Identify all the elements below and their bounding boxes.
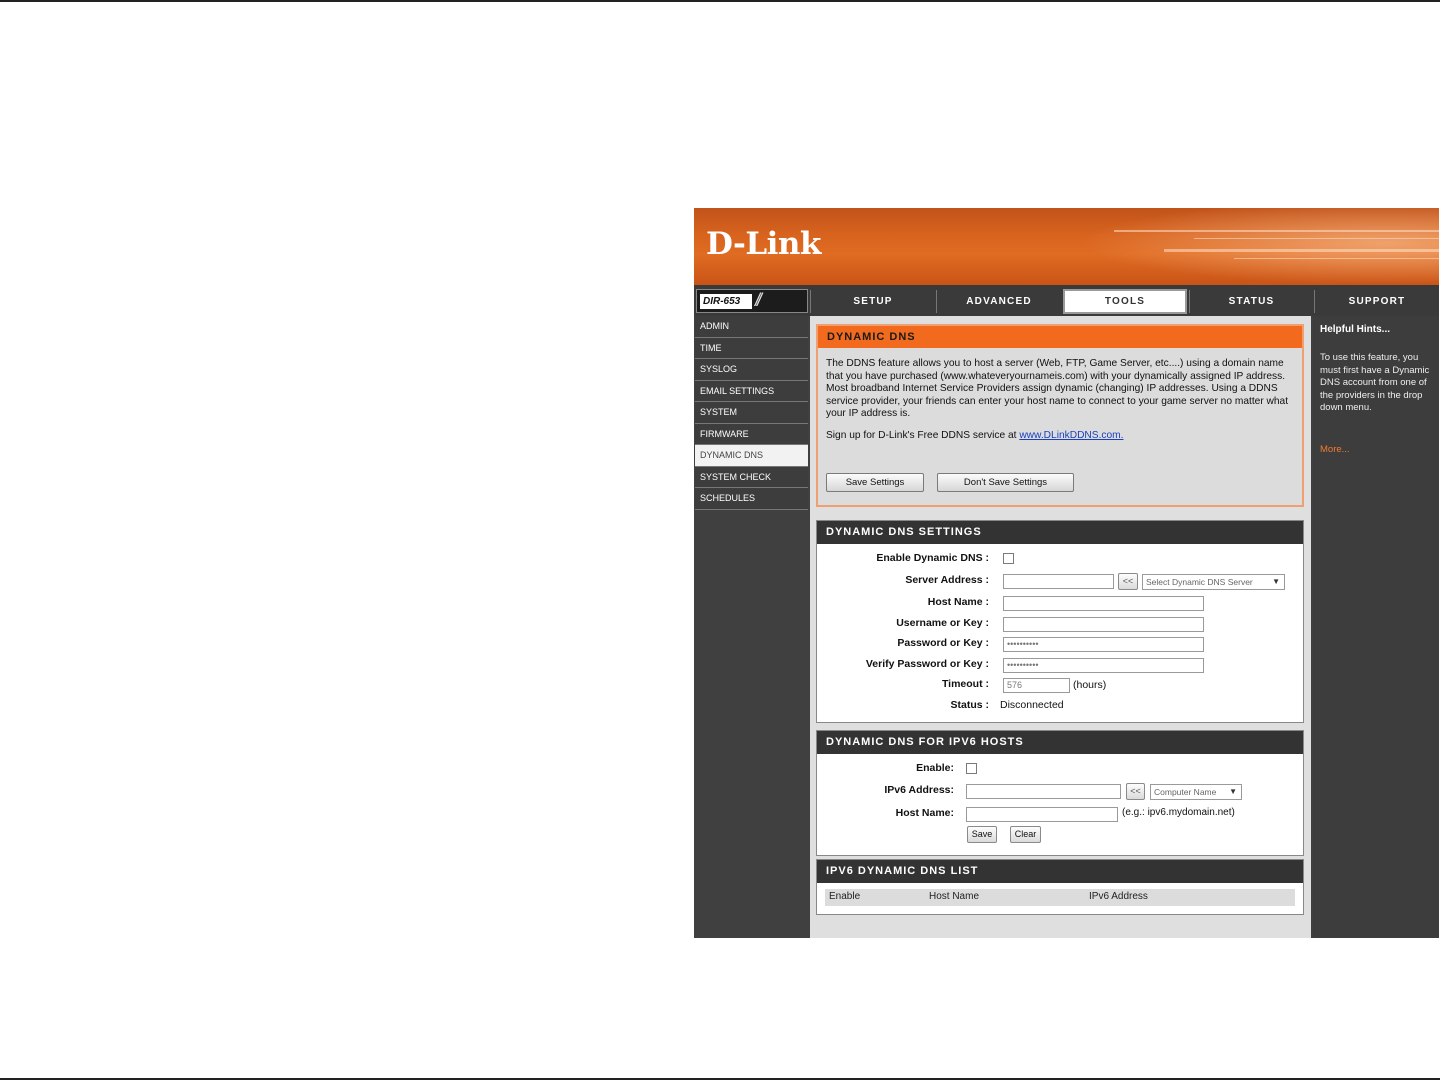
ddns-server-select[interactable]: Select Dynamic DNS Server ▼ xyxy=(1142,574,1285,590)
dynamic-dns-intro xyxy=(816,324,1304,507)
ipv6-host-name-input[interactable] xyxy=(966,807,1118,822)
username-input[interactable] xyxy=(1003,617,1204,632)
tab-status[interactable]: STATUS xyxy=(1189,290,1313,313)
host-name-input[interactable] xyxy=(1003,596,1204,611)
password-label: Password or Key : xyxy=(897,637,989,649)
tab-advanced[interactable]: ADVANCED xyxy=(936,290,1061,313)
menu-item-dynamic-dns[interactable]: DYNAMIC DNS xyxy=(695,445,808,467)
model-badge xyxy=(696,289,808,313)
menu-item-system[interactable]: SYSTEM xyxy=(695,402,808,424)
top-navigation xyxy=(694,285,1439,316)
enable-ddns-label: Enable Dynamic DNS : xyxy=(876,552,989,564)
ipv6-address-label: IPv6 Address: xyxy=(884,784,954,796)
model-slashes: // xyxy=(755,290,760,310)
dont-save-settings-button[interactable]: Don't Save Settings xyxy=(937,473,1074,492)
menu-item-email-settings[interactable]: EMAIL SETTINGS xyxy=(695,381,808,403)
column-host-name: Host Name xyxy=(929,891,980,902)
list-header-row xyxy=(825,889,1295,906)
ipv6-enable-checkbox[interactable] xyxy=(966,763,977,774)
save-settings-button[interactable]: Save Settings xyxy=(826,473,924,492)
server-address-input[interactable] xyxy=(1003,574,1114,589)
computer-name-select[interactable]: Computer Name ▼ xyxy=(1150,784,1242,800)
menu-item-syslog[interactable]: SYSLOG xyxy=(695,359,808,381)
page-bottom-rule xyxy=(0,1078,1440,1080)
ipv6-save-button[interactable]: Save xyxy=(967,826,997,843)
verify-password-input[interactable]: •••••••••• xyxy=(1003,658,1204,673)
password-input[interactable]: •••••••••• xyxy=(1003,637,1204,652)
chevron-down-icon: ▼ xyxy=(1229,787,1237,796)
section-title: IPV6 DYNAMIC DNS LIST xyxy=(817,860,1303,883)
hints-title: Helpful Hints... xyxy=(1320,324,1390,335)
hints-more-link[interactable]: More... xyxy=(1320,444,1350,455)
section-title: DYNAMIC DNS xyxy=(818,326,1302,348)
enable-ddns-checkbox[interactable] xyxy=(1003,553,1014,564)
menu-item-schedules[interactable]: SCHEDULES xyxy=(695,488,808,510)
menu-item-system-check[interactable]: SYSTEM CHECK xyxy=(695,467,808,489)
menu-item-time[interactable]: TIME xyxy=(695,338,808,360)
server-address-label: Server Address : xyxy=(905,574,989,586)
menu-item-firmware[interactable]: FIRMWARE xyxy=(695,424,808,446)
ipv6-host-name-label: Host Name: xyxy=(895,807,954,819)
main-content xyxy=(810,316,1311,938)
column-enable: Enable xyxy=(829,891,861,902)
model-name: DIR-653 xyxy=(700,294,752,309)
ipv6-fill-button[interactable]: << xyxy=(1126,783,1145,800)
host-name-label: Host Name : xyxy=(927,596,989,608)
header-banner xyxy=(694,208,1439,285)
dynamic-dns-ipv6-hosts xyxy=(816,730,1304,856)
intro-description: The DDNS feature allows you to host a server (Web, FTP, Game Server, etc....) using a domain name that you have purchased (www.whateveryournameis.com) with your dynamically assigned IP address. Most broadband Internet Service Providers assign dynamic (changing) IP addresses. Using a DDNS service provider, your friends can enter your host name to connect to your game server no matter what your IP address is. xyxy=(826,358,1289,420)
column-ipv6-address: IPv6 Address xyxy=(1089,891,1148,902)
section-title: DYNAMIC DNS FOR IPV6 HOSTS xyxy=(817,731,1303,754)
left-menu xyxy=(694,316,808,510)
dynamic-dns-settings xyxy=(816,520,1304,723)
timeout-unit: (hours) xyxy=(1073,679,1107,691)
username-label: Username or Key : xyxy=(896,617,989,629)
verify-password-label: Verify Password or Key : xyxy=(865,658,989,670)
status-value: Disconnected xyxy=(1000,699,1064,711)
ipv6-dynamic-dns-list xyxy=(816,859,1304,915)
tab-tools[interactable]: TOOLS xyxy=(1063,289,1187,314)
signup-line xyxy=(826,430,1124,441)
ipv6-clear-button[interactable]: Clear xyxy=(1010,826,1041,843)
chevron-down-icon: ▼ xyxy=(1272,577,1280,586)
ipv6-address-input[interactable] xyxy=(966,784,1121,799)
router-admin-screenshot xyxy=(694,208,1439,938)
timeout-label: Timeout : xyxy=(941,678,989,690)
dlinkddns-link[interactable]: www.DLinkDDNS.com. xyxy=(1019,430,1124,441)
status-label: Status : xyxy=(950,699,989,711)
tab-setup[interactable]: SETUP xyxy=(810,290,935,313)
hints-body: To use this feature, you must first have a Dynamic DNS account from one of the providers in the drop down menu. xyxy=(1320,352,1430,413)
signup-text: Sign up for D-Link's Free DDNS service at xyxy=(826,430,1017,441)
host-name-example: (e.g.: ipv6.mydomain.net) xyxy=(1122,807,1235,818)
tab-support[interactable]: SUPPORT xyxy=(1314,290,1439,313)
page-top-rule xyxy=(0,0,1440,2)
menu-item-admin[interactable]: ADMIN xyxy=(695,316,808,338)
ipv6-enable-label: Enable: xyxy=(916,762,954,774)
timeout-input[interactable]: 576 xyxy=(1003,678,1070,693)
helpful-hints-panel xyxy=(1313,316,1439,938)
dlink-logo: D-Link xyxy=(706,226,821,262)
server-fill-button[interactable]: << xyxy=(1118,573,1138,590)
section-title: DYNAMIC DNS SETTINGS xyxy=(817,521,1303,544)
